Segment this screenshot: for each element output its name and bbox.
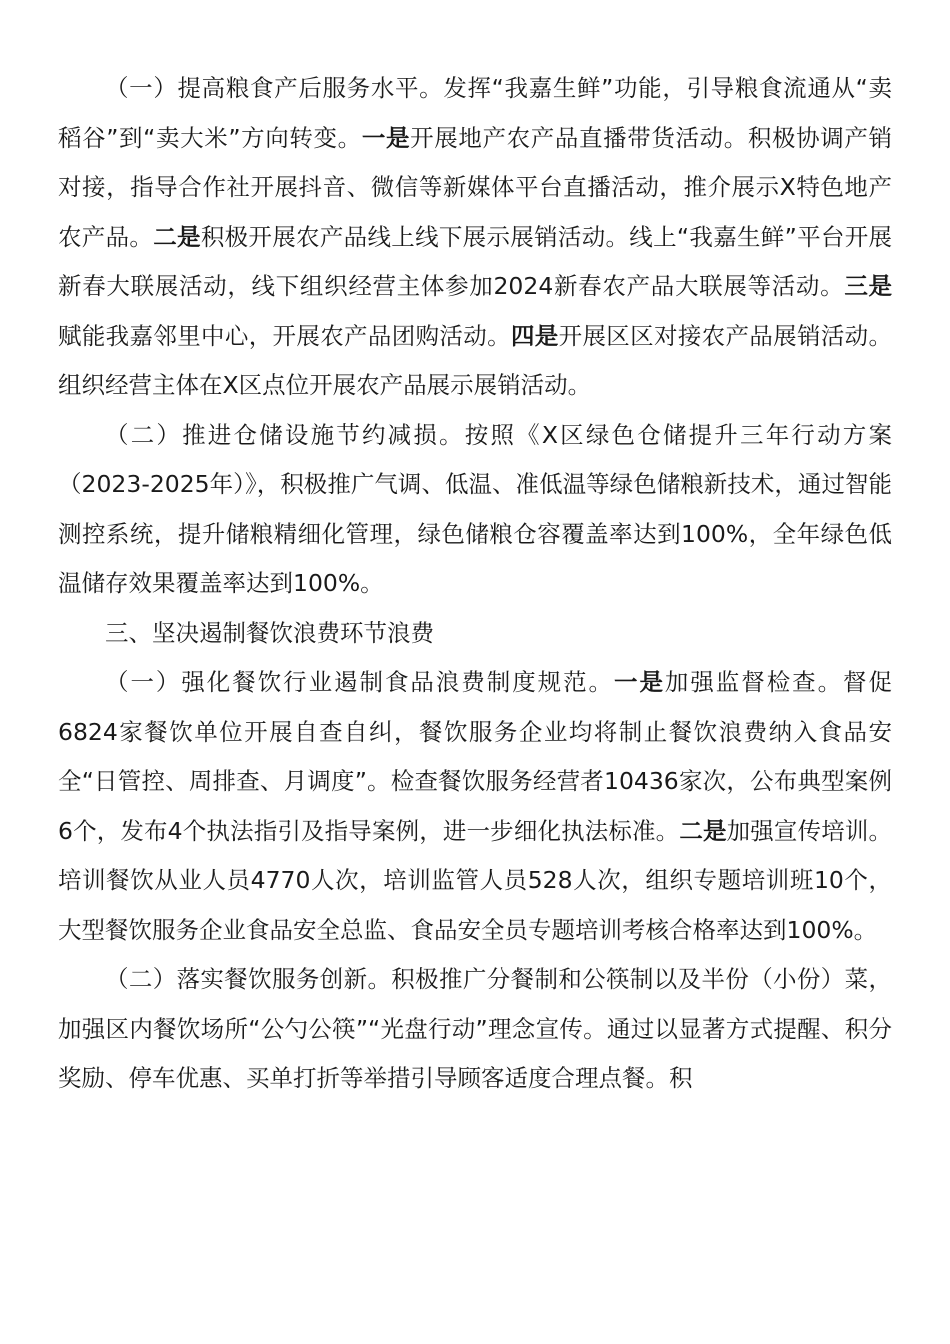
text-run: 加强宣传培训。培训餐饮从业人员4770人次，培训监管人员528人次，组织专题培训班10个，大型餐饮服务企业食品安全总监、食品安全员专题培训考核合格率达到100%。 <box>58 816 893 944</box>
bold-marker: 一是 <box>614 668 665 696</box>
text-run: 加强监督检查。督促6824家餐饮单位开展自查自纠，餐饮服务企业均将制止餐饮浪费纳入食品安全“日管控、周排查、月调度”。检查餐饮服务经营者10436家次，公布典型案例6个，发布4个执法指引及指导案例，进一步细化执法标准。 <box>58 668 893 845</box>
paragraph-storage <box>58 411 892 609</box>
text-run: （一）提高粮食产后服务水平。发挥“我嘉生鲜”功能，引导粮食流通从“卖稻谷”到“卖大米”方向转变。 <box>58 74 892 152</box>
text-run: （二）推进仓储设施节约减损。按照《X区绿色仓储提升三年行动方案（2023-2025年）》，积极推广气调、低温、准低温等绿色储粮新技术，通过智能测控系统，提升储粮精细化管理，绿色储粮仓容覆盖率达到100%，全年绿色低温储存效果覆盖率达到100%。 <box>58 420 892 597</box>
heading-text: 三、坚决遏制餐饮浪费环节浪费 <box>105 618 434 647</box>
bold-marker: 四是 <box>510 321 559 350</box>
bold-marker: 一是 <box>361 123 411 152</box>
text-run: 积极开展农产品线上线下展示展销活动。线上“我嘉生鲜”平台开展新春大联展活动，线下组织经营主体参加2024新春农产品大联展等活动。 <box>58 222 892 300</box>
text-run: 开展地产农产品直播带货活动。积极协调产销对接，指导合作社开展抖音、微信等新媒体平台直播活动，推介展示X特色地产农产品。 <box>58 123 893 251</box>
text-run: （二）落实餐饮服务创新。积极推广分餐制和公筷制以及半份（小份）菜，加强区内餐饮场所“公勺公筷”“光盘行动”理念宣传。通过以显著方式提醒、积分奖励、停车优惠、买单打折等举措引导顾客适度合理点餐。积 <box>58 965 892 1092</box>
paragraph-grain-service <box>58 64 892 411</box>
bold-marker: 三是 <box>844 272 893 300</box>
bold-marker: 二是 <box>679 816 727 845</box>
document-page <box>58 64 892 1104</box>
paragraph-catering-innovation <box>58 955 892 1104</box>
bold-marker: 二是 <box>153 222 201 251</box>
text-run: 开展区区对接农产品展销活动。组织经营主体在X区点位开展农产品展示展销活动。 <box>58 321 893 399</box>
text-run: （一）强化餐饮行业遏制食品浪费制度规范。 <box>105 668 614 696</box>
text-run: 赋能我嘉邻里中心，开展农产品团购活动。 <box>58 321 511 350</box>
section-heading <box>58 609 892 659</box>
paragraph-catering-rules <box>58 658 892 955</box>
